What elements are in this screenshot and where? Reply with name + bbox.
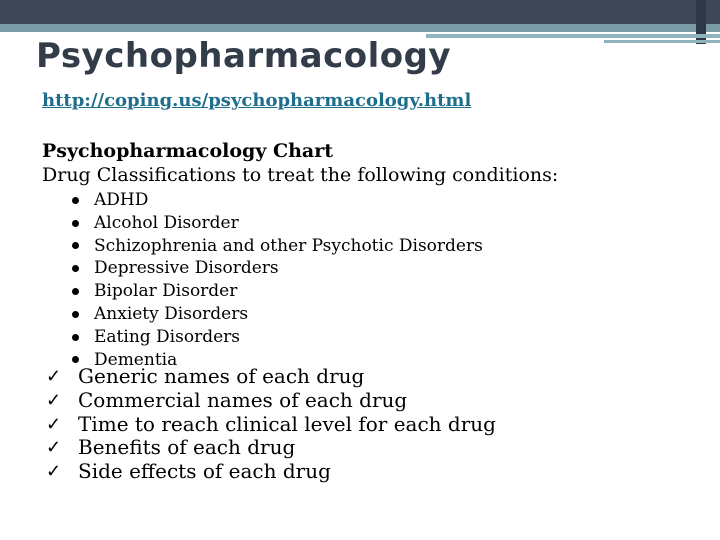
- top-dark-bar: [0, 0, 720, 24]
- bullet-icon: [72, 220, 79, 227]
- bullet-icon: [72, 197, 79, 204]
- chart-heading: Psychopharmacology Chart: [42, 140, 334, 162]
- accent-line-1: [426, 34, 720, 38]
- list-item: [72, 303, 483, 326]
- bullet-icon: [72, 311, 79, 318]
- checklist-label: Time to reach clinical level for each drug: [78, 411, 496, 436]
- checklist-label: Generic names of each drug: [78, 364, 365, 388]
- checklist-label: Commercial names of each drug: [78, 387, 408, 412]
- condition-label: Anxiety Disorders: [94, 303, 249, 324]
- condition-label: Bipolar Disorder: [94, 281, 238, 302]
- checkmark-icon: ✓: [46, 389, 62, 411]
- condition-label: Eating Disorders: [94, 326, 240, 347]
- checklist-label: Benefits of each drug: [78, 435, 296, 460]
- checklist-item: [46, 413, 496, 437]
- checkmark-icon: ✓: [46, 437, 62, 459]
- condition-label: Depressive Disorders: [94, 258, 279, 279]
- checklist-item: [46, 460, 496, 484]
- checklist: [46, 365, 496, 484]
- bullet-icon: [72, 288, 79, 295]
- conditions-list: [72, 189, 483, 371]
- bullet-icon: [72, 242, 79, 249]
- top-accent-bar: [0, 24, 720, 32]
- condition-label: ADHD: [94, 190, 149, 210]
- intro-text: Drug Classifications to treat the following conditions:: [42, 164, 559, 186]
- list-item: [72, 326, 483, 349]
- checklist-label: Side effects of each drug: [78, 459, 331, 484]
- checklist-item: [46, 436, 496, 460]
- condition-label: Alcohol Disorder: [94, 212, 239, 233]
- checkmark-icon: ✓: [46, 366, 62, 387]
- reference-link[interactable]: http://coping.us/psychopharmacology.html: [42, 90, 472, 111]
- list-item: [72, 235, 483, 258]
- accent-line-2: [604, 40, 720, 43]
- bullet-icon: [72, 265, 79, 272]
- bullet-icon: [72, 356, 79, 363]
- list-item: [72, 189, 483, 212]
- list-item: [72, 257, 483, 280]
- checklist-item: [46, 389, 496, 413]
- checklist-item: [46, 365, 496, 389]
- slide-title: Psychopharmacology: [36, 36, 452, 76]
- condition-label: Dementia: [94, 349, 178, 370]
- list-item: [72, 280, 483, 303]
- list-item: [72, 212, 483, 235]
- checkmark-icon: ✓: [46, 461, 62, 483]
- condition-label: Schizophrenia and other Psychotic Disorders: [94, 235, 483, 256]
- bullet-icon: [72, 334, 79, 341]
- checkmark-icon: ✓: [46, 413, 62, 435]
